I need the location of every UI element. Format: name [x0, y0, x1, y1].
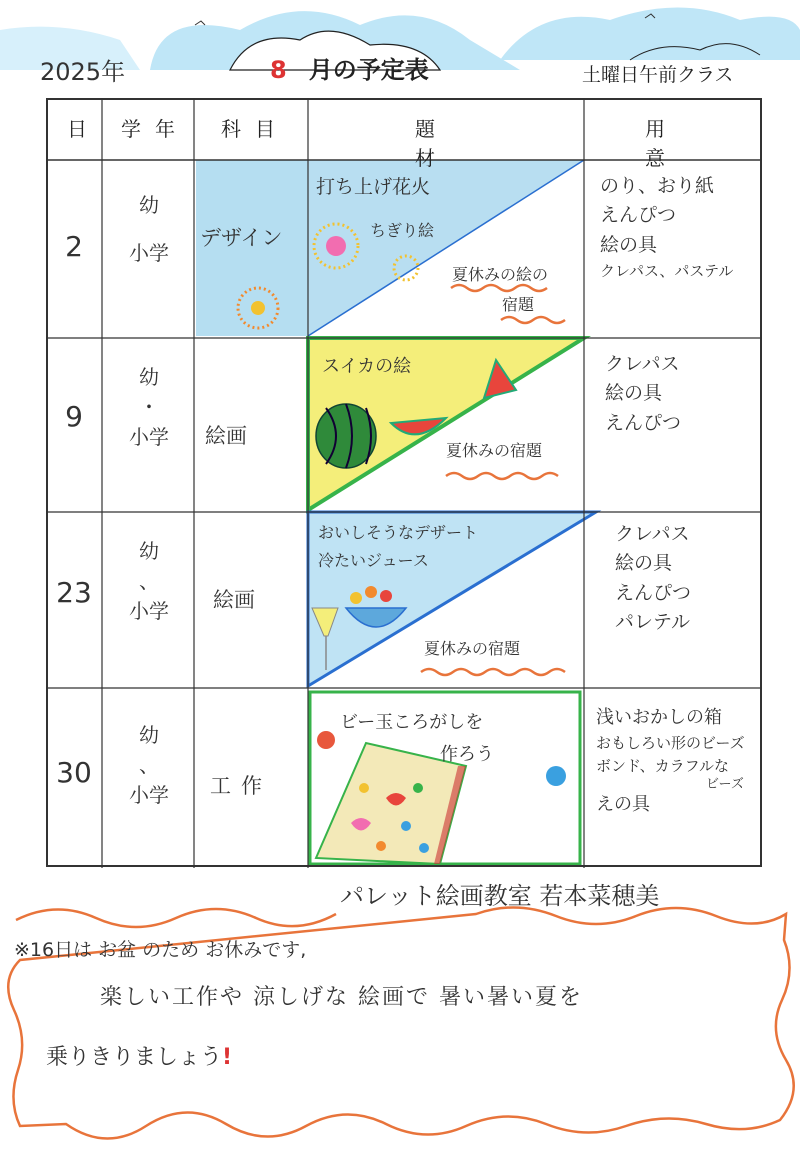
- note-line: 楽しい工作や 涼しげな 絵画で 暑い暑い夏を: [100, 985, 583, 1010]
- item-line: のり、おり紙: [600, 175, 715, 197]
- school-signature: パレット絵画教室 若本菜穂美: [340, 882, 660, 910]
- note-holiday: ※16日は お盆 のため お休みです,: [14, 939, 307, 961]
- row-day: 2: [65, 230, 83, 263]
- grade-line: 小学: [129, 783, 169, 807]
- item-line: えんぴつ: [600, 204, 677, 227]
- row-day: 23: [56, 576, 92, 609]
- grade-line: 幼: [139, 539, 159, 563]
- row-topic-line: おいしそうなデザート: [318, 523, 479, 542]
- row-subject: デザイン: [200, 226, 283, 250]
- item-line: おもしろい形のビーズ: [596, 733, 745, 752]
- class-label: 土曜日午前クラス: [582, 64, 734, 86]
- row-grade: [104, 190, 194, 268]
- item-line: クレパス: [615, 523, 690, 545]
- row-day: 30: [56, 756, 92, 789]
- row-items: [615, 520, 691, 638]
- item-line: ビーズ: [706, 777, 744, 793]
- year-label: 2025年: [40, 58, 126, 86]
- row-topic-line: ちぎり絵: [370, 221, 435, 240]
- item-line: 絵の具: [615, 552, 673, 575]
- row-items: [596, 704, 745, 819]
- row-topic-line: スイカの絵: [322, 356, 412, 377]
- grade-line: 小学: [129, 425, 169, 449]
- row-day: 9: [65, 400, 83, 433]
- grade-line: ・: [139, 395, 159, 419]
- row-grade: [104, 536, 194, 626]
- row-topic-line: 冷たいジュース: [318, 551, 429, 570]
- item-line: クレパス: [605, 353, 680, 375]
- exclamation-mark: !: [222, 1045, 233, 1070]
- row-homework-line: 宿題: [502, 295, 535, 314]
- item-line: えんぴつ: [605, 411, 682, 434]
- column-header-items: 用意: [645, 117, 725, 170]
- schedule-title: 月の予定表: [308, 56, 429, 84]
- item-line: ボンド、カラフルな: [596, 757, 730, 776]
- row-subject: 工作: [210, 774, 272, 798]
- item-line: 浅いおかしの箱: [596, 707, 722, 728]
- grade-line: 小学: [129, 241, 169, 265]
- row-items: [600, 172, 733, 284]
- row-items: [605, 350, 681, 438]
- row-grade: [104, 720, 194, 810]
- item-line: パレテル: [615, 611, 691, 634]
- page-title: [270, 50, 429, 85]
- item-line: えの具: [596, 794, 650, 816]
- grade-line: 幼: [139, 193, 159, 217]
- item-line: 絵の具: [605, 382, 663, 405]
- row-topic-line: 打ち上げ花火: [316, 176, 431, 198]
- grade-line: 幼: [139, 723, 159, 747]
- note-closing: 乗りきりましょう: [46, 1045, 223, 1070]
- item-line: 絵の具: [600, 233, 658, 256]
- row-subject: 絵画: [213, 588, 255, 612]
- row-topic-line: 作ろう: [440, 744, 494, 765]
- grade-line: 小学: [129, 599, 169, 623]
- note-line: [46, 1040, 232, 1071]
- row-grade: [104, 362, 194, 452]
- item-line: えんぴつ: [615, 581, 692, 604]
- row-homework-line: 夏休みの宿題: [446, 441, 543, 460]
- row-subject: 絵画: [205, 424, 247, 448]
- month-number: 8: [270, 56, 287, 84]
- row-topic-line: ビー玉ころがしを: [340, 712, 484, 733]
- item-line: クレパス、パステル: [600, 262, 734, 281]
- column-header-day: 日: [67, 117, 87, 141]
- row-homework-line: 夏休みの宿題: [424, 639, 521, 658]
- column-header-topic: 題材: [415, 117, 495, 170]
- grade-line: 幼: [139, 365, 159, 389]
- grade-line: 、: [139, 569, 159, 593]
- grade-line: 、: [139, 753, 159, 777]
- row-homework-line: 夏休みの絵の: [452, 265, 549, 284]
- column-header-subject: 科目: [221, 117, 289, 141]
- column-header-grade: 学年: [121, 117, 189, 141]
